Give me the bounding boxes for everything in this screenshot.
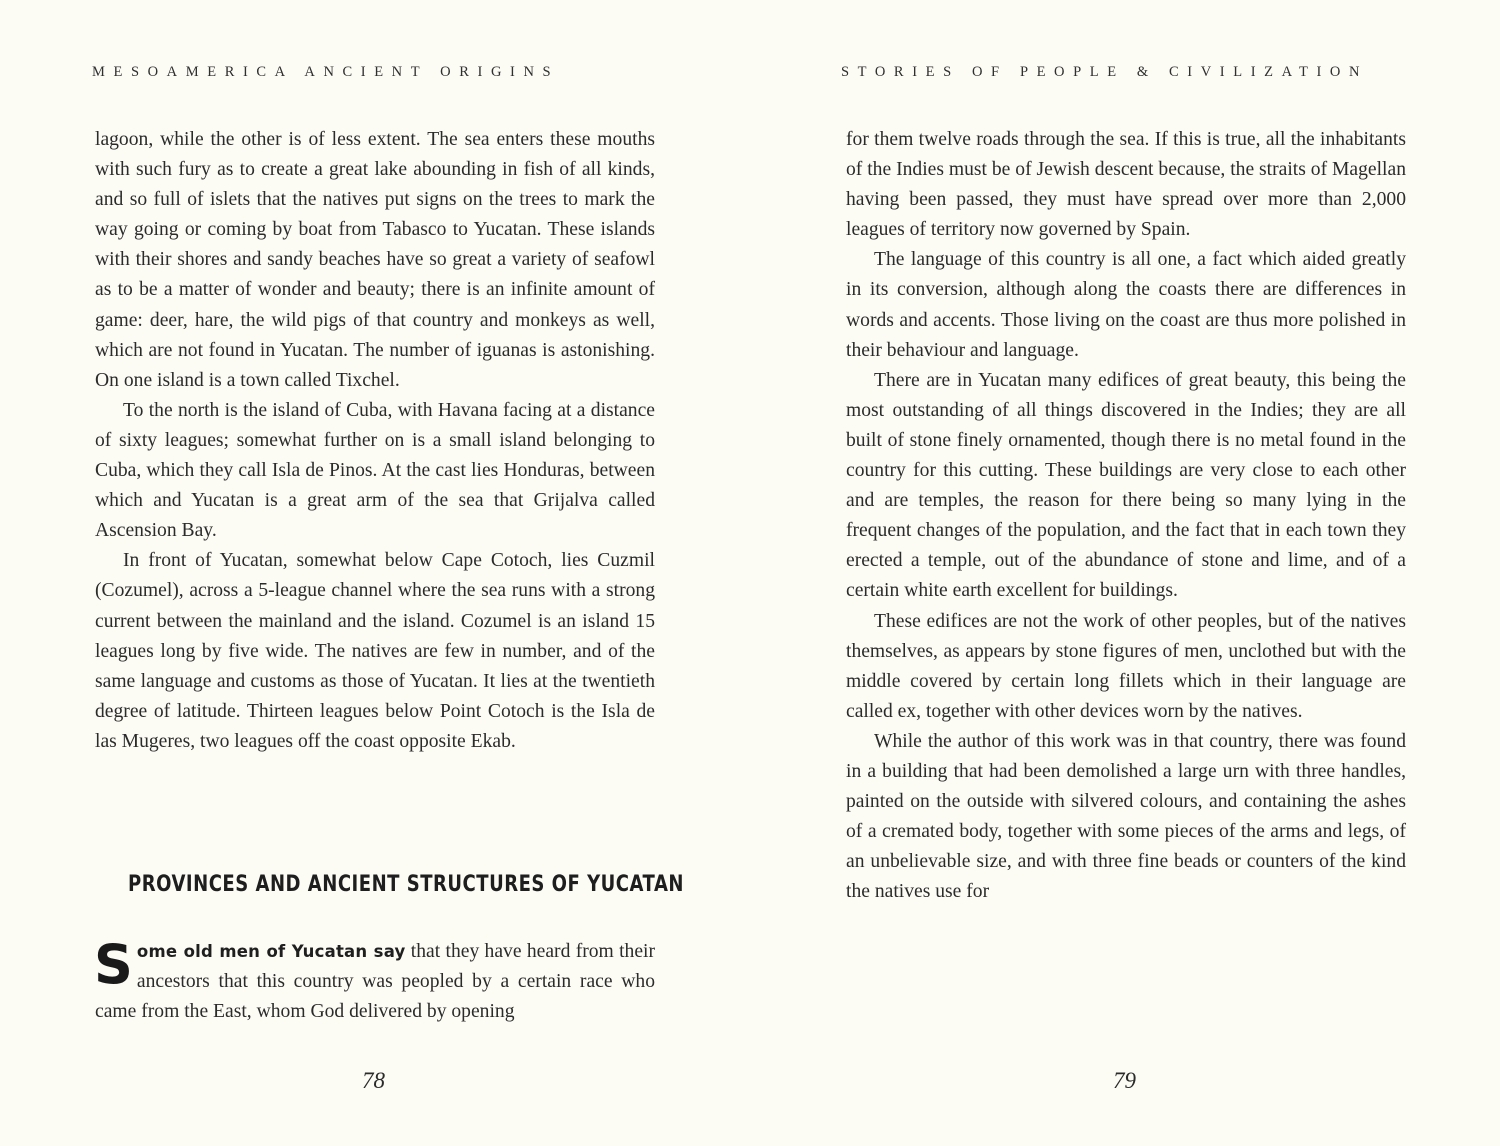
paragraph: lagoon, while the other is of less extent. The sea enters these mouths with such fury as to create a great lake abounding in fish of all kinds, and so full of islets that the natives put signs on the trees to mark the way going or coming by boat from Tabasco to Yucatan. These islands with their shores and sandy beaches have so great a variety of seafowl as to be a matter of wonder and beauty; there is an infinite amount of game: deer, hare, the wild pigs of that country and monkeys as well, which are not found in Yucatan. The number of iguanas is astonishing. On one island is a town called Tixchel. <box>95 129 655 391</box>
lead-in: ome old men of Yucatan say <box>136 942 406 961</box>
opening-text: that they have heard from their ancestors that this country was peopled by a certain race who came from the East, whom God delivered by opening <box>95 941 656 1023</box>
opening-paragraph <box>94 933 656 1027</box>
right-page <box>750 0 1500 1146</box>
left-body-text <box>95 125 655 757</box>
page-number-left: 78 <box>362 1068 385 1093</box>
paragraph: To the north is the island of Cuba, with Havana facing at a distance of sixty leagues; somewhat further on is a small island belonging to Cuba, which they call Isla de Pinos. At the cast lies Honduras, between which and Yucatan is a great arm of the sea that Grijalva called Ascension Bay. <box>95 399 655 542</box>
paragraph: While the author of this work was in that country, there was found in a building that had been demolished a large urn with three handles, painted on the outside with silvered colours, and containing the ashes of a cremated body, together with some pieces of the arms and legs, of an unbelievable size, and with three fine beads or counters of the kind the natives use for <box>846 730 1406 903</box>
paragraph: There are in Yucatan many edifices of great beauty, this being the most outstanding of all things discovered in the Indies; they are all built of stone finely ornamented, though there is no metal found in the country for this cutting. These buildings are very close to each other and are temples, the reason for there being so many lying in the frequent changes of the population, and the fact that in each town they erected a temple, out of the abundance of stone and lime, and of a certain white earth excellent for buildings. <box>846 369 1406 602</box>
paragraph: for them twelve roads through the sea. If this is true, all the inhabitants of the Indies must be of Jewish descent because, the straits of Magellan having been passed, they must have spread over more than 2,000 leagues of territory now governed by Spain. <box>846 129 1406 241</box>
page-number-right: 79 <box>1113 1068 1136 1093</box>
paragraph: In front of Yucatan, somewhat below Cape Cotoch, lies Cuzmil (Cozumel), across a 5-league channel where the sea runs with a strong current between the mainland and the island. Cozumel is an island 15 leagues long by five wide. The natives are few in number, and of the same language and customs as those of Yucatan. It lies at the twentieth degree of latitude. Thirteen leagues below Point Cotoch is the Isla de las Mugeres, two leagues off the coast opposite Ekab. <box>95 550 655 752</box>
section-heading: PROVINCES AND ANCIENT STRUCTURES OF YUCATAN <box>128 872 684 897</box>
running-head-left: MESOAMERICA ANCIENT ORIGINS <box>92 64 560 80</box>
right-body-text <box>846 125 1406 907</box>
drop-cap: S <box>94 933 133 996</box>
paragraph: These edifices are not the work of other peoples, but of the natives themselves, as appears by stone figures of men, unclothed but with the middle covered by certain long fillets which in their language are called ex, together with other devices worn by the natives. <box>846 610 1406 722</box>
section-opening <box>94 933 656 1027</box>
running-head-right: STORIES OF PEOPLE & CIVILIZATION <box>841 64 1369 80</box>
paragraph: The language of this country is all one, a fact which aided greatly in its conversion, although along the coasts there are differences in words and accents. Those living on the coast are thus more polished in their behaviour and language. <box>846 249 1406 361</box>
